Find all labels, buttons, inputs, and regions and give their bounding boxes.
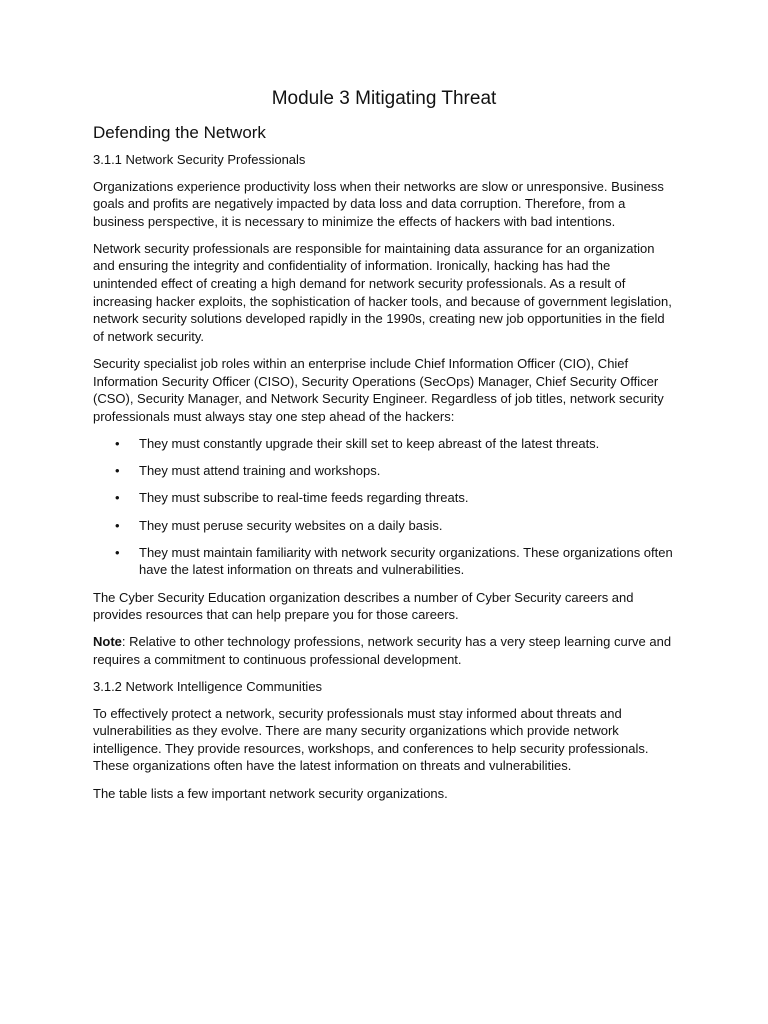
paragraph: Network security professionals are responsible for maintaining data assurance for an organization and ensuring the integrity and confidentiality of information. Ironically, hacking has had the unintended effect of creating a high demand for network security professionals. As a result of increasing hacker exploits, the sophistication of hacker tools, and because of government legislation, network security solutions developed rapidly in the 1990s, creating new job opportunities in the field of network security. xyxy=(93,240,672,344)
paragraph: To effectively protect a network, security professionals must stay informed about threats and vulnerabilities as they evolve. There are many security organizations which provide network intelligence. They provide resources, workshops, and conferences to help security professionals. These organizations often have the latest information on threats and vulnerabilities. xyxy=(93,705,649,774)
bullet-icon: • xyxy=(115,544,120,560)
subsection-heading-network-security-professionals: 3.1.1 Network Security Professionals xyxy=(93,152,306,167)
note-paragraph xyxy=(93,633,675,668)
bullet-icon: • xyxy=(115,436,120,451)
note-text: : Relative to other technology professions, network security has a very steep learning curve and requires a commitment to continuous professional development. xyxy=(93,634,672,667)
list-item xyxy=(93,435,675,453)
list-item xyxy=(93,489,675,507)
paragraph: The table lists a few important network security organizations. xyxy=(93,785,448,801)
list-item-text: They must peruse security websites on a daily basis. xyxy=(139,517,443,533)
list-item xyxy=(93,517,675,535)
bullet-icon: • xyxy=(115,463,120,479)
list-item xyxy=(93,544,675,579)
page-title: Module 3 Mitigating Threat xyxy=(271,88,497,109)
list-item-text: They must attend training and workshops. xyxy=(139,463,381,479)
subsection-heading-network-intelligence-communities: 3.1.2 Network Intelligence Communities xyxy=(93,679,323,695)
bullet-icon: • xyxy=(115,517,120,533)
paragraph: Security specialist job roles within an enterprise include Chief Information Officer (CIO), Chief Information Security Officer (CISO), Security Operations (SecOps) Manager, Chief Security Officer (CSO), Security Manager, and Network Security Engineer. Regardless of job titles, network security professionals must always stay one step ahead of the hackers: xyxy=(93,356,664,424)
section-heading: Defending the Network xyxy=(93,123,266,142)
bullet-list xyxy=(93,435,675,579)
list-item-text: They must maintain familiarity with network security organizations. These organizations often have the latest information on threats and vulnerabilities. xyxy=(139,544,673,578)
list-item-text: They must subscribe to real-time feeds regarding threats. xyxy=(139,490,469,506)
list-item xyxy=(93,462,675,480)
paragraph: Organizations experience productivity loss when their networks are slow or unresponsive. Business goals and profits are negatively impacted by data loss and data corruption. Therefore, from a business perspective, it is necessary to minimize the effects of hackers with bad intentions. xyxy=(93,178,664,229)
list-item-text: They must constantly upgrade their skill set to keep abreast of the latest threats. xyxy=(139,436,600,451)
bullet-icon: • xyxy=(115,490,120,506)
paragraph: The Cyber Security Education organization describes a number of Cyber Security careers and provides resources that can help prepare you for those careers. xyxy=(93,589,634,623)
note-label: Note xyxy=(93,634,122,650)
